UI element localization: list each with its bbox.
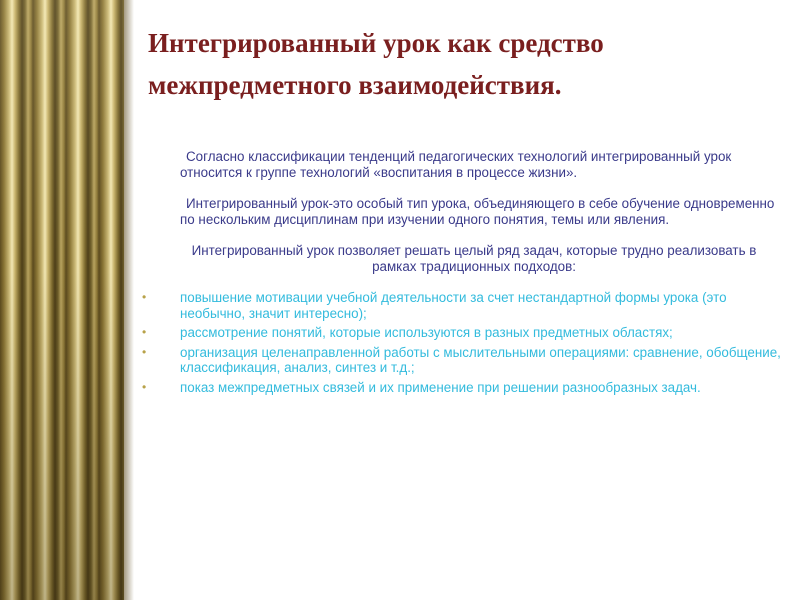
bullet-icon: • bbox=[142, 325, 147, 339]
curtain-shadow bbox=[124, 0, 134, 600]
bullet-icon: • bbox=[142, 344, 147, 359]
list-item-text: показ межпредметных связей и их применение при решении разнообразных задач. bbox=[180, 379, 701, 395]
slide-body bbox=[134, 149, 784, 399]
paragraph-classification: Согласно классификации тенденций педагогических технологий интегрированный урок относится к группе технологий «воспитания в процессе жизни». bbox=[180, 149, 732, 180]
bullet-icon: • bbox=[142, 379, 147, 394]
gold-curtain-decoration bbox=[0, 0, 124, 600]
list-item bbox=[134, 380, 784, 396]
slide-title bbox=[148, 22, 788, 106]
paragraph-tasks-intro: Интегрированный урок позволяет решать целый ряд задач, которые трудно реализовать в рамках традиционных подходов: bbox=[191, 243, 757, 274]
list-item bbox=[134, 345, 784, 376]
list-item-text: рассмотрение понятий, которые используются в разных предметных областях; bbox=[180, 325, 673, 340]
slide-title-line-1: Интегрированный урок как средство bbox=[148, 28, 604, 58]
list-item bbox=[134, 325, 784, 341]
list-item-text: организация целенаправленной работы с мыслительными операциями: сравнение, обобщение, классификация, анализ, синтез и т.д.; bbox=[180, 344, 781, 375]
list-item bbox=[134, 290, 784, 321]
slide-title-line-2: межпредметного взаимодействия. bbox=[148, 70, 562, 100]
list-item-text: повышение мотивации учебной деятельности за счет нестандартной формы урока (это необычно, значит интересно); bbox=[180, 290, 727, 321]
bullet-icon: • bbox=[142, 290, 147, 304]
task-list bbox=[134, 290, 784, 395]
paragraph-definition: Интегрированный урок-это особый тип урока, объединяющего в себе обучение одновременно по нескольким дисциплинам при изучении одного понятия, темы или явления. bbox=[180, 196, 775, 227]
